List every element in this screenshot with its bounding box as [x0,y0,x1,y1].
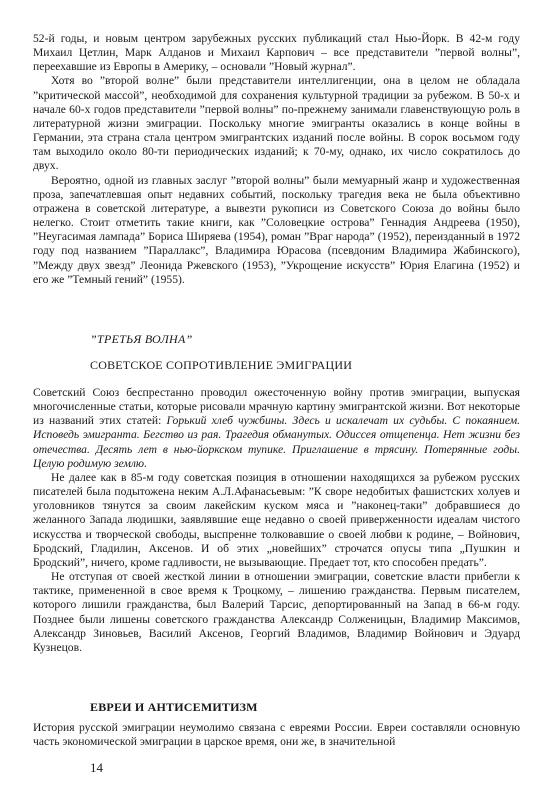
section-text-block [33,721,520,749]
top-text-block [33,32,520,287]
paragraph: Хотя во ”второй волне” были представители интеллигенции, она в целом не обладала ”критической массой”, необходимой для сохранения культурной традиции за рубежом. В 50-х и начале 60-х годов представители ”первой волны” по-прежнему занимали главенствующую роль в литературной жизни эмиграции. Поскольку многие эмигранты оказались в конце войны в Германии, эта страна стала центром эмигрантских изданий после войны. В сорок восьмом году там выходило около 80-ти периодических изданий; к 70-му, однако, их число сократилось до двух. [33,74,520,173]
article-titles-italic: Горький хлеб чужбины. Здесь и искалечат их судьбы. С покаянием. Исповедь эмигранта. Бегство из рая. Трагедия обманутых. Одиссея отщепенца. Нет жизни без отечества. Десять лет в нью-йоркском тупике. Приглашение в трясину. Потерянные годы. Целую родимую землю. [33,414,520,470]
paragraph: Вероятно, одной из главных заслуг ”второй волны” были мемуарный жанр и художественная проза, запечатлевшая опыт недавних событий, поскольку трагедия века не была объективно отражена в советской литературе, а вывезти рукописи из Советского Союза до войны было нелегко. Стоит отметить такие книги, как ”Соловецкие острова” Геннадия Андреева (1950), ”Неугасимая лампада” Бориса Ширяева (1954), роман ”Враг народа” (1952), переизданный в 1972 году под названием ”Параллакс”, Владимира Юрасова (псевдоним Владимира Жабинского), ”Между двух звезд” Леонида Ржевского (1953), ”Укрощение искусств” Юрия Елагина (1952) и его же ”Темный гений” (1955). [33,173,520,286]
paragraph-text: Советский Союз беспрестанно проводил ожесточенную войну против эмиграции, выпуская многочисленные статьи, которые рисовали мрачную картину эмигрантской жизни. Вот некоторые из названий этих статей: [33,386,520,428]
section-heading-jews-antisemitism: ЕВРЕИ И АНТИСЕМИТИЗМ [90,700,258,714]
paragraph: История русской эмиграции неумолимо связана с евреями России. Евреи составляли основную часть экономической эмиграции в царское время, они же, в значительной [33,721,520,749]
section-heading-third-wave: ”ТРЕТЬЯ ВОЛНА” [90,332,193,346]
page-number: 14 [90,760,103,775]
paragraph: Не отступая от своей жесткой линии в отношении эмиграции, советские власти прибегли к тактике, примененной в свое время к Троцкому, – лишению гражданства. Первым писателем, которого лишили гражданства, был Валерий Тарсис, депортированный на Запад в 66-м году. Позднее были лишены советского гражданства Александр Солженицын, Владимир Максимов, Александр Зиновьев, Василий Аксенов, Георгий Владимов, Владимир Войнович и Эдуард Кузнецов. [33,570,520,654]
section-subheading-soviet-resistance: СОВЕТСКОЕ СОПРОТИВЛЕНИЕ ЭМИГРАЦИИ [90,358,353,372]
paragraph: 52-й годы, и новым центром зарубежных русских публикаций стал Нью-Йорк. В 42-м году Михаил Цетлин, Марк Алданов и Михаил Карпович – все представители ”первой волны”, переехавшие из Европы в Америку, – основали ”Новый журнал”. [33,32,520,74]
paragraph: Не далее как в 85-м году советская позиция в отношении находящихся за рубежом русских писателей была подытожена неким А.Л.Афанасьевым: ”К своре недобитых фашистских холуев и уголовников тянутся за своим лакейским куском мяса и ”наконец-таки” добравшиеся до желанного Запада людишки, заявлявшие еще недавно о своей приверженности идеалам чистого искусства и творческой свободы, выспренне толковавшие о своей любви к родине, – Войнович, Бродский, Гладилин, Аксенов. И об этих „новейших” строчатся опусы типа „Пушкин и Бродский”, ничего, кроме гадливости, не вызывающие. Предает тот, кто способен предать”. [33,470,520,569]
paragraph [33,386,520,471]
section-text-block [33,386,520,655]
